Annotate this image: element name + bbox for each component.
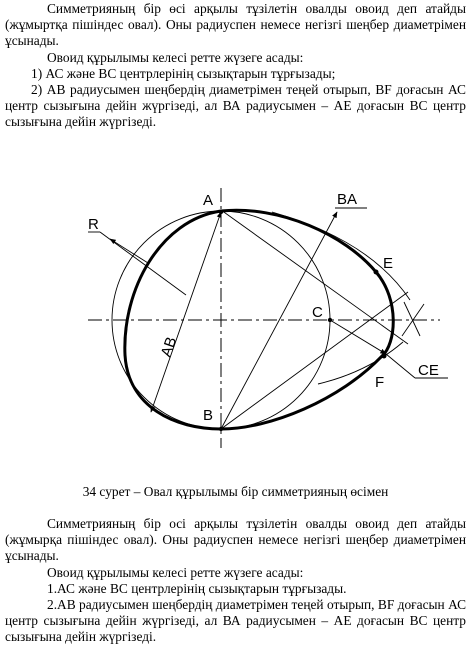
label-ab: AB (157, 334, 181, 360)
step-2: 2) АВ радиусымен шеңбердің диаметрімен теңей отырып, BF доғасын АС центр сызығына дейін жүргізеді, ал ВА радиусымен – АЕ доғасын ВС центр сызығына дейін жүргізеді. (5, 82, 466, 130)
label-r: R (88, 216, 99, 233)
label-a: A (203, 192, 214, 209)
intro-paragraph-repeat: Симметрияның бір осі арқылы тұзілетін овалды овоид деп атайды (жұмырқа пішіндес овал). Оны радиуспен немесе негізгі шеңбер диаметрімен ұсынады. (5, 516, 466, 564)
point-c (328, 318, 332, 322)
top-text-block (5, 1, 466, 131)
step-2-repeat: 2.АВ радиусымен шеңбердің диаметрімен теңей отырып, BF доғасын АС центр сызығына дейін жүргізеді, ал ВА радиусымен – АЕ доғасын ВС центр сызығына дейін жүргізеді. (5, 597, 466, 645)
oval-construction-diagram (0, 172, 471, 477)
bottom-text-block (5, 516, 466, 646)
point-b (219, 427, 223, 431)
diameter-ab (151, 212, 221, 412)
step-1: 1) АС және ВС центрлерінің сызықтарын тұрғызады; (31, 65, 336, 81)
label-e: E (383, 255, 394, 272)
r-arrow (110, 239, 148, 263)
intro-paragraph: Симметрияның бір өсі арқылы тұзілетін овалды овоид деп атайды (жұмыртқа пішіндес овал). Оны радиуспен немесе негізгі шеңбер диаметрімен ұсынады. (5, 1, 466, 49)
x-mark-1 (404, 302, 420, 336)
steps-heading-repeat: Овоид құрылымы келесі ретте жүзеге асады: (47, 564, 304, 580)
ce-radius (330, 320, 386, 354)
label-c: C (312, 304, 323, 321)
steps-heading: Овоид құрылымы келесі ретте жүзеге асады: (47, 49, 304, 65)
figure-caption: 34 сурет – Овал құрылымы бір симметрияның өсімен (82, 484, 389, 499)
r-leader (100, 232, 186, 295)
ce-leader (386, 354, 415, 378)
label-f: F (375, 374, 385, 391)
point-f (382, 354, 387, 359)
point-a (219, 210, 223, 214)
point-e (374, 270, 379, 275)
label-ce: CE (418, 362, 439, 379)
label-ba: BA (337, 191, 358, 208)
step-1-repeat: 1.АС және ВС центрлерінің сызықтарын тұрғызады. (47, 580, 347, 596)
label-b: B (203, 407, 214, 424)
